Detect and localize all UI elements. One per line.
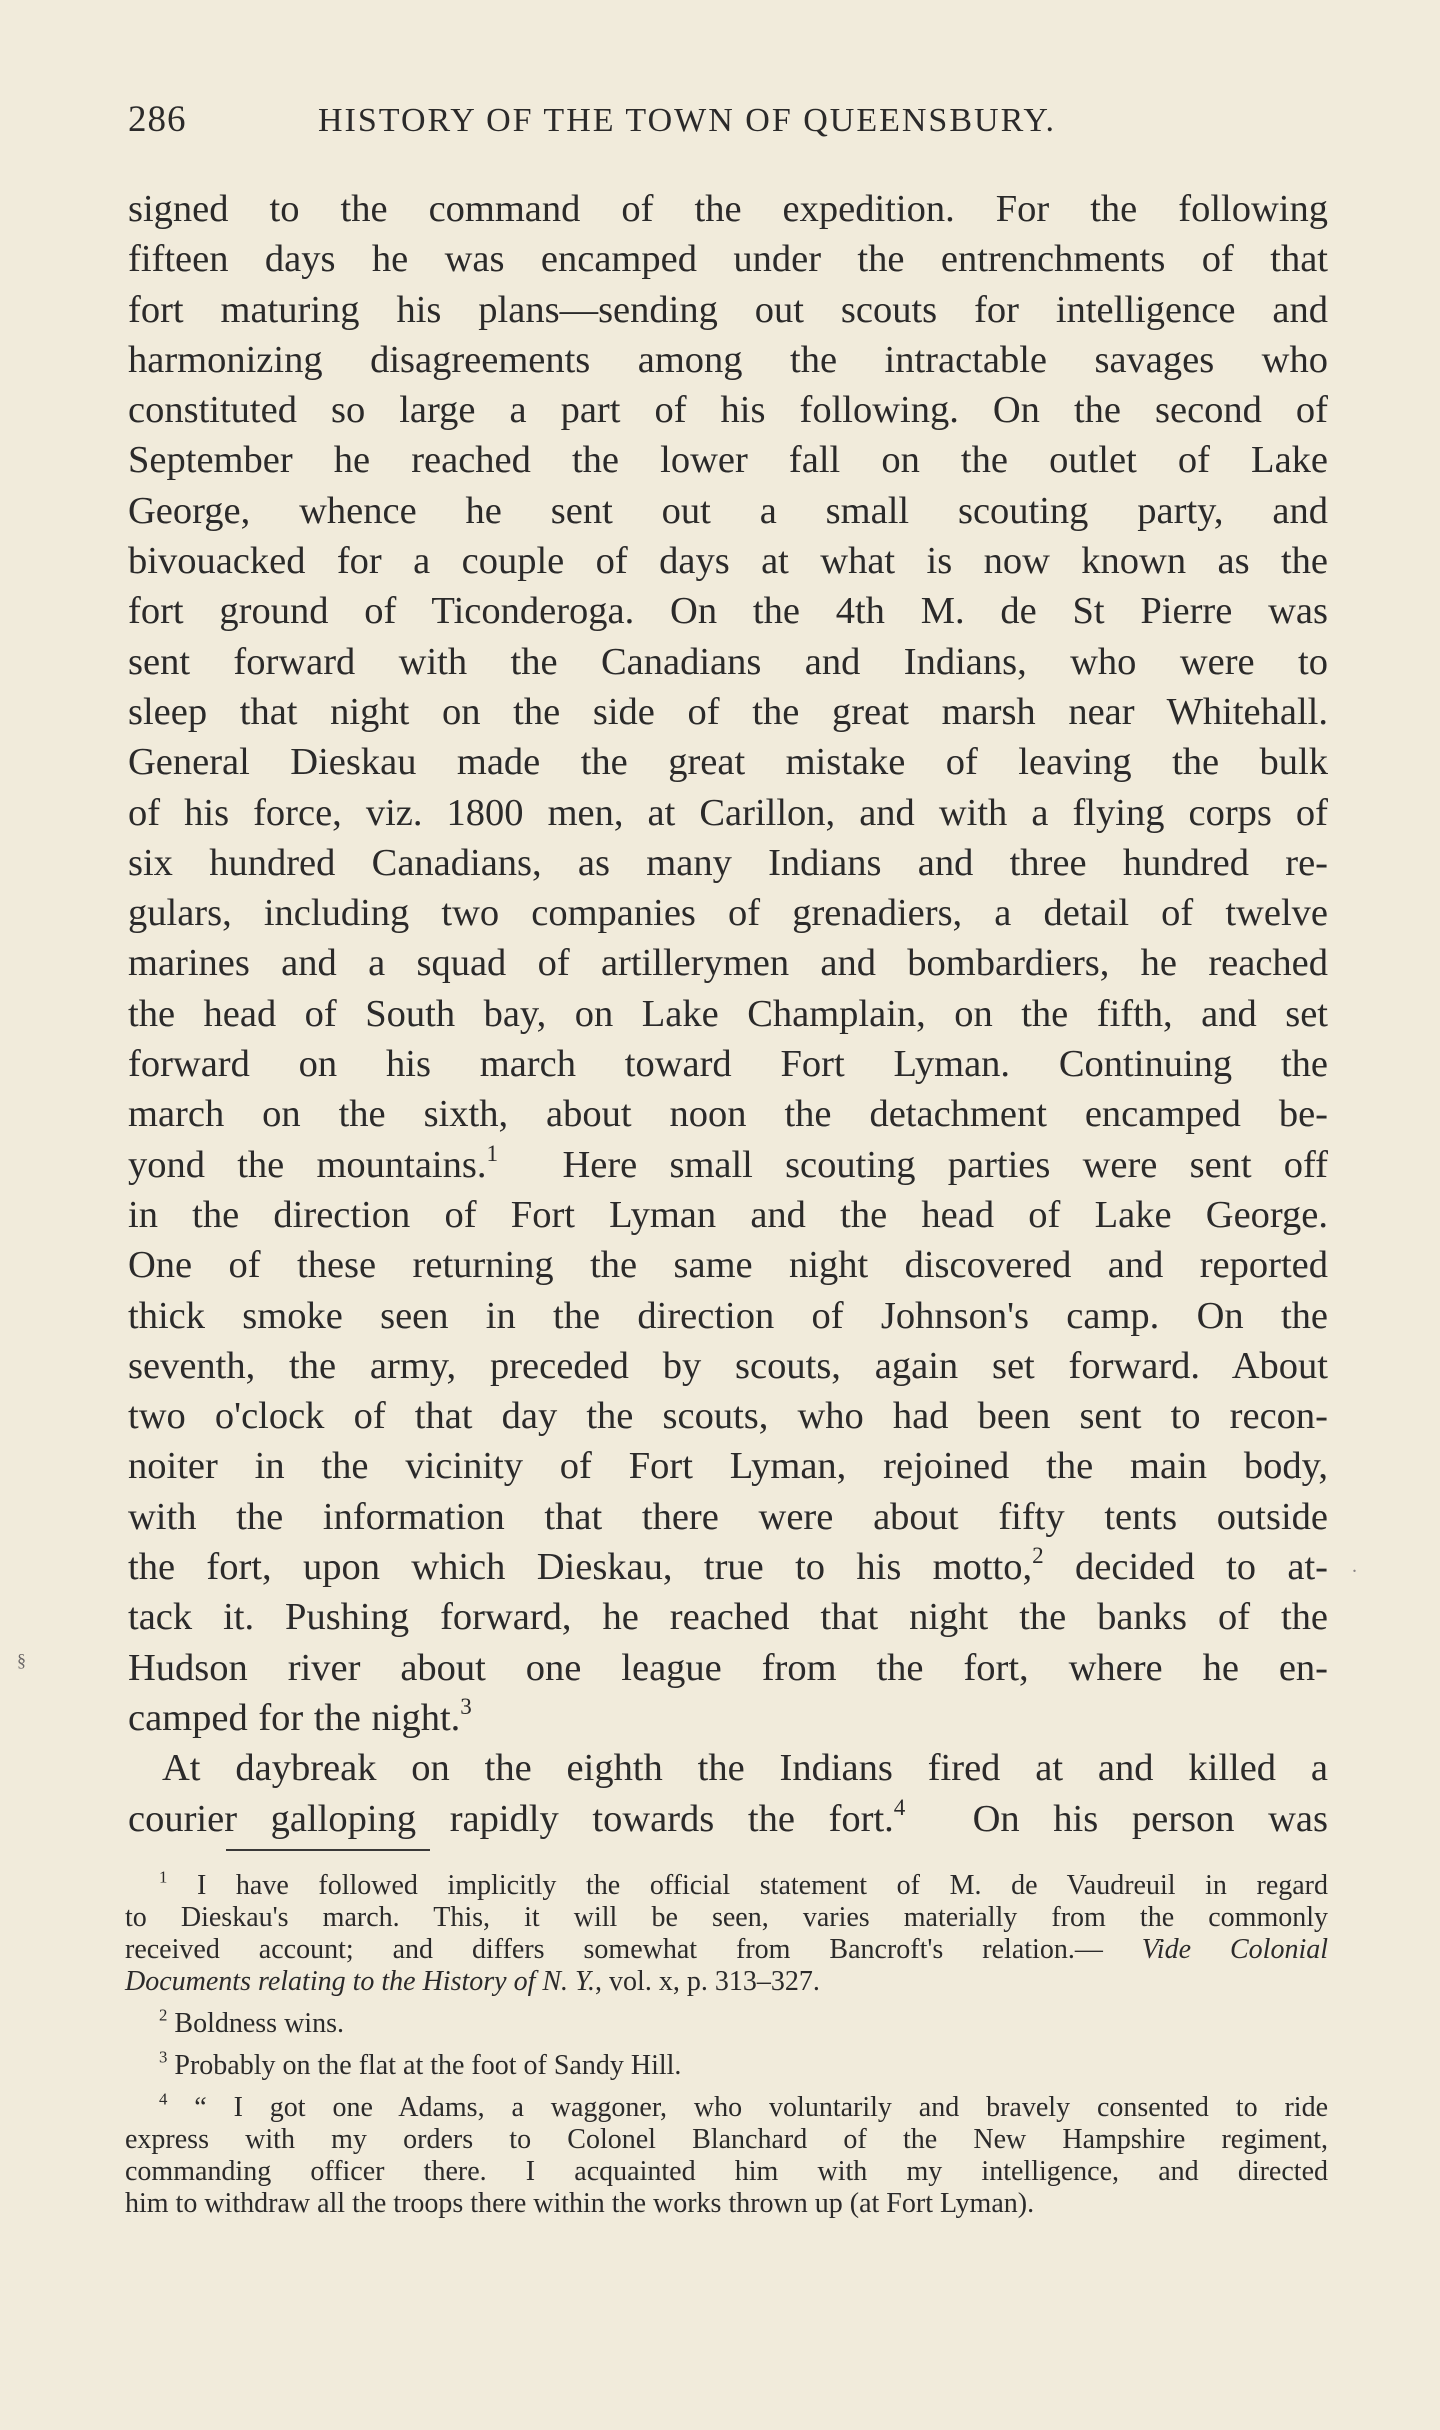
text-line: fort ground of Ticonderoga. On the 4th M. de St Pierre was — [128, 590, 1328, 633]
footnote-rule — [226, 1849, 430, 1851]
footnote-line: commanding officer there. I acquainted him with my intelligence, and directed — [125, 2156, 1328, 2187]
footnote-text: Probably on the flat at the foot of Sandy Hill. — [174, 2050, 682, 2081]
text-line: marines and a squad of artillerymen and bombardiers, he reached — [128, 942, 1328, 985]
text-line: At daybreak on the eighth the Indians fired at and killed a — [162, 1747, 1328, 1790]
footnote-text: I have followed implicitly the official statement of M. de Vaudreuil in regard — [197, 1870, 1328, 1901]
footnote-line — [125, 1966, 1328, 1998]
text-line: fifteen days he was encamped under the entrenchments of that — [128, 238, 1328, 281]
footnote-mark: 2 — [159, 2005, 168, 2025]
text-line: constituted so large a part of his following. On the second of — [128, 389, 1328, 432]
note-ref[interactable]: 4 — [893, 1793, 906, 1820]
text-run: courier galloping rapidly towards the fort. — [128, 1797, 894, 1840]
footnote-text: Boldness wins. — [174, 2008, 344, 2039]
footnote-text: “ I got one Adams, a waggoner, who voluntarily and bravely consented to ride — [194, 2092, 1328, 2123]
text-line — [128, 1140, 1328, 1190]
text-line: march on the sixth, about noon the detachment encamped be- — [128, 1093, 1328, 1136]
text-line — [128, 1693, 1328, 1743]
footnote-3 — [125, 2047, 1328, 2082]
text-line: forward on his march toward Fort Lyman. Continuing the — [128, 1043, 1328, 1086]
text-run: the fort, upon which Dieskau, true to his motto, — [128, 1546, 1033, 1589]
footnotes — [125, 1867, 1328, 2230]
text-line: bivouacked for a couple of days at what is now known as the — [128, 540, 1328, 583]
footnote-line — [125, 1867, 1328, 1902]
footnote-line: him to withdraw all the troops there within the works thrown up (at Fort Lyman). — [125, 2188, 1035, 2219]
footnote-line: express with my orders to Colonel Blanchard of the New Hampshire regiment, — [125, 2124, 1328, 2155]
text-line: the head of South bay, on Lake Champlain, on the fifth, and set — [128, 992, 1328, 1035]
page-number: 286 — [128, 99, 187, 140]
text-line: tack it. Pushing forward, he reached that night the banks of the — [128, 1596, 1328, 1639]
footnote-mark: 3 — [159, 2047, 168, 2067]
text-line: sleep that night on the side of the great marsh near Whitehall. — [128, 690, 1328, 733]
footnote-text: received account; and differs somewhat from Bancroft's relation.— — [125, 1934, 1142, 1965]
note-ref[interactable]: 3 — [460, 1692, 472, 1719]
text-line: six hundred Canadians, as many Indians and three hundred re- — [128, 841, 1328, 884]
margin-symbol: § — [17, 1650, 26, 1670]
text-line: two o'clock of that day the scouts, who had been sent to recon- — [128, 1395, 1328, 1438]
footnote-line — [125, 2089, 1328, 2124]
text-line: noiter in the vicinity of Fort Lyman, rejoined the main body, — [128, 1445, 1328, 1488]
text-line: in the direction of Fort Lyman and the head of Lake George. — [128, 1193, 1328, 1236]
text-run: decided to at- — [1075, 1546, 1328, 1589]
text-line: General Dieskau made the great mistake of leaving the bulk — [128, 741, 1328, 784]
citation-italic: Documents relating to the History of N. Y. — [125, 1966, 596, 1997]
text-line: gulars, including two companies of grenadiers, a detail of twelve — [128, 892, 1328, 935]
footnote-line — [125, 2005, 1328, 2040]
text-line: George, whence he sent out a small scouting party, and — [128, 489, 1328, 532]
footnote-line — [125, 1934, 1328, 1966]
text-run: yond the mountains. — [128, 1143, 487, 1186]
text-line: of his force, viz. 1800 men, at Carillon, and with a flying corps of — [128, 791, 1328, 834]
text-line: seventh, the army, preceded by scouts, again set forward. About — [128, 1344, 1328, 1387]
text-line: signed to the command of the expedition. For the following — [128, 188, 1328, 230]
text-run: camped for the night. — [128, 1696, 461, 1739]
footnote-line — [125, 2047, 1328, 2082]
text-line: thick smoke seen in the direction of Johnson's camp. On the — [128, 1294, 1328, 1337]
footnote-line: to Dieskau's march. This, it will be seen, varies materially from the commonly — [125, 1902, 1328, 1933]
text-line: September he reached the lower fall on the outlet of Lake — [128, 439, 1328, 482]
margin-dot: . — [1352, 1555, 1357, 1577]
footnote-4 — [125, 2089, 1328, 2220]
text-run: Here small scouting parties were sent off — [562, 1143, 1329, 1186]
text-line: with the information that there were about fifty tents outside — [128, 1495, 1328, 1538]
text-line — [128, 1794, 1328, 1844]
main-text — [128, 184, 1328, 1844]
text-line: Hudson river about one league from the fort, where he en- — [128, 1646, 1328, 1689]
footnote-1 — [125, 1867, 1328, 1998]
text-line: fort maturing his plans—sending out scouts for intelligence and — [128, 288, 1328, 331]
note-ref[interactable]: 1 — [486, 1139, 499, 1166]
text-line: harmonizing disagreements among the intractable savages who — [128, 338, 1328, 381]
text-run: On his person was — [972, 1797, 1329, 1840]
footnote-2 — [125, 2005, 1328, 2040]
text-line: One of these returning the same night discovered and reported — [128, 1244, 1328, 1287]
citation-italic: Vide Colonial — [1141, 1934, 1328, 1965]
text-line — [128, 1542, 1328, 1592]
running-title: HISTORY OF THE TOWN OF QUEENSBURY. — [318, 102, 1057, 139]
text-line: sent forward with the Canadians and Indians, who were to — [128, 640, 1328, 683]
footnote-text: , vol. x, p. 313–327. — [595, 1966, 820, 1997]
footnote-mark: 4 — [159, 2089, 168, 2109]
note-ref[interactable]: 2 — [1032, 1541, 1044, 1568]
footnote-mark: 1 — [159, 1867, 168, 1887]
